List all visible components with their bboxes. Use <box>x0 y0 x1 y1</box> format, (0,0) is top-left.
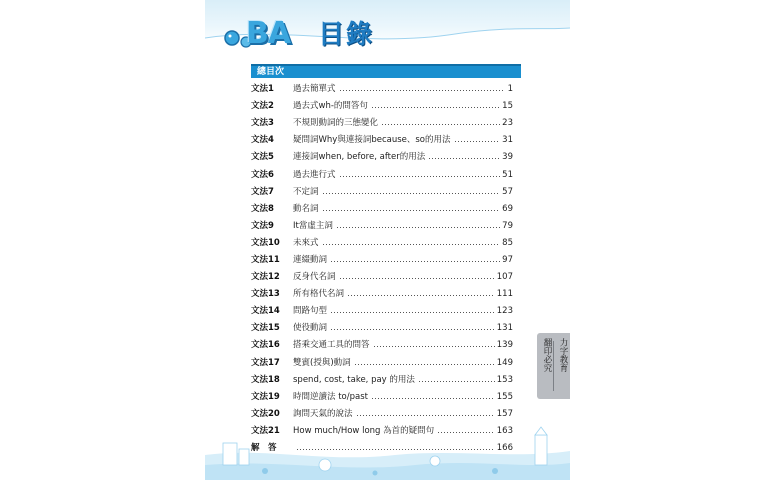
toc-title: 不規則動詞的三態變化 <box>293 118 379 129</box>
toc-page: 39 <box>502 152 513 163</box>
toc-leader-dots <box>322 244 501 245</box>
toc-page: 139 <box>496 340 513 351</box>
toc-row[interactable] <box>251 389 513 406</box>
toc-row[interactable] <box>251 337 513 354</box>
toc-row[interactable] <box>251 132 513 149</box>
toc-leader-dots <box>373 346 495 347</box>
toc-leader-dots <box>330 312 495 313</box>
toc-number: 文法3 <box>251 118 274 129</box>
toc-leader-dots <box>330 261 500 262</box>
toc-number: 文法14 <box>251 306 280 317</box>
toc-row[interactable] <box>251 303 513 320</box>
toc-leader-dots <box>339 278 495 279</box>
toc-title: 不定詞 <box>293 186 319 197</box>
toc-row[interactable] <box>251 286 513 303</box>
toc-number: 文法10 <box>251 237 280 248</box>
toc-number: 文法15 <box>251 323 280 334</box>
toc-row[interactable] <box>251 201 513 218</box>
toc-page: 166 <box>496 443 513 454</box>
toc-page: 153 <box>496 374 513 385</box>
side-tab-publisher: 力字教育 <box>558 338 568 372</box>
toc-title: How much/How long 為首的疑問句 <box>293 425 435 436</box>
section-bar <box>251 64 521 78</box>
toc-number: 文法20 <box>251 408 280 419</box>
toc-title: 未來式 <box>293 237 319 248</box>
toc-title: It當虛主詞 <box>293 220 333 231</box>
bottom-scenery-illustration <box>205 425 570 480</box>
toc-number: 文法4 <box>251 135 274 146</box>
side-tab-divider <box>553 341 554 391</box>
toc-number: 文法16 <box>251 340 280 351</box>
toc-page: 23 <box>502 118 513 129</box>
table-of-contents <box>251 81 513 457</box>
toc-leader-dots <box>428 158 500 159</box>
toc-leader-dots <box>322 193 501 194</box>
toc-title: 過去簡單式 <box>293 84 336 95</box>
toc-number: 文法5 <box>251 152 274 163</box>
toc-leader-dots <box>339 176 501 177</box>
toc-number: 文法2 <box>251 101 274 112</box>
toc-leader-dots <box>356 415 495 416</box>
toc-title: 連接詞when, before, after的用法 <box>293 152 426 163</box>
toc-page: 57 <box>502 186 513 197</box>
toc-page: 15 <box>502 101 513 112</box>
toc-page: 149 <box>496 357 513 368</box>
toc-leader-dots <box>330 329 495 330</box>
toc-page: 163 <box>496 425 513 436</box>
toc-page: 85 <box>502 237 513 248</box>
toc-row[interactable] <box>251 218 513 235</box>
toc-page: 131 <box>496 323 513 334</box>
side-tab <box>537 333 570 399</box>
toc-number: 文法19 <box>251 391 280 402</box>
toc-row[interactable] <box>251 235 513 252</box>
toc-row[interactable] <box>251 355 513 372</box>
toc-leader-dots <box>454 141 501 142</box>
toc-leader-dots <box>371 107 500 108</box>
toc-leader-dots <box>339 90 503 91</box>
toc-number: 文法13 <box>251 289 280 300</box>
toc-page: 155 <box>496 391 513 402</box>
toc-row[interactable] <box>251 320 513 337</box>
toc-row[interactable] <box>251 372 513 389</box>
toc-number: 文法6 <box>251 169 274 180</box>
side-tab-copyright: 翻印必究 <box>542 338 552 372</box>
toc-page: 111 <box>496 289 513 300</box>
toc-title: 過去進行式 <box>293 169 336 180</box>
toc-number: 解 答 <box>251 443 277 454</box>
section-label: 總目次 <box>257 67 285 77</box>
toc-page: 1 <box>507 84 513 95</box>
toc-page: 157 <box>496 408 513 419</box>
toc-row[interactable] <box>251 406 513 423</box>
toc-page: 51 <box>502 169 513 180</box>
page-title: 目錄 <box>318 20 375 50</box>
toc-number: 文法1 <box>251 84 274 95</box>
toc-row[interactable] <box>251 184 513 201</box>
toc-leader-dots <box>418 381 495 382</box>
logo-text: BA <box>246 16 291 51</box>
toc-number: 文法8 <box>251 203 274 214</box>
toc-title: 雙賓(授與)動詞 <box>293 357 351 368</box>
toc-number: 文法17 <box>251 357 280 368</box>
toc-title: 過去式wh-的問答句 <box>293 101 368 112</box>
toc-page: 107 <box>496 272 513 283</box>
toc-row[interactable] <box>251 149 513 166</box>
toc-row[interactable] <box>251 115 513 132</box>
toc-leader-dots <box>354 364 495 365</box>
toc-leader-dots <box>381 124 500 125</box>
toc-page: 31 <box>502 135 513 146</box>
toc-title: spend, cost, take, pay 的用法 <box>293 374 415 385</box>
logo <box>222 12 312 52</box>
toc-title: 使役動詞 <box>293 323 328 334</box>
toc-title: 問路句型 <box>293 306 328 317</box>
toc-title: 時間逆讀法 to/past <box>293 391 368 402</box>
toc-number: 文法12 <box>251 272 280 283</box>
toc-leader-dots <box>347 295 495 296</box>
toc-number: 文法7 <box>251 186 274 197</box>
toc-number: 文法18 <box>251 374 280 385</box>
toc-page: 97 <box>502 254 513 265</box>
toc-row[interactable] <box>251 269 513 286</box>
toc-number: 文法21 <box>251 425 280 436</box>
toc-number: 文法9 <box>251 220 274 231</box>
toc-title: 所有格代名詞 <box>293 289 345 300</box>
toc-row[interactable] <box>251 166 513 183</box>
toc-title: 連綴動詞 <box>293 254 328 265</box>
toc-title: 詢問天氣的說法 <box>293 408 353 419</box>
toc-title: 反身代名詞 <box>293 272 336 283</box>
toc-number: 文法11 <box>251 254 280 265</box>
toc-row[interactable] <box>251 81 513 98</box>
toc-title: 搭乘交通工具的問答 <box>293 340 370 351</box>
toc-row[interactable] <box>251 98 513 115</box>
toc-row[interactable] <box>251 252 513 269</box>
toc-page: 123 <box>496 306 513 317</box>
toc-page: 69 <box>502 203 513 214</box>
toc-title: 動名詞 <box>293 203 319 214</box>
toc-page: 79 <box>502 220 513 231</box>
toc-leader-dots <box>336 227 500 228</box>
toc-leader-dots <box>371 398 495 399</box>
toc-title: 疑問詞Why與連接詞because、so的用法 <box>293 135 451 146</box>
toc-leader-dots <box>322 210 501 211</box>
